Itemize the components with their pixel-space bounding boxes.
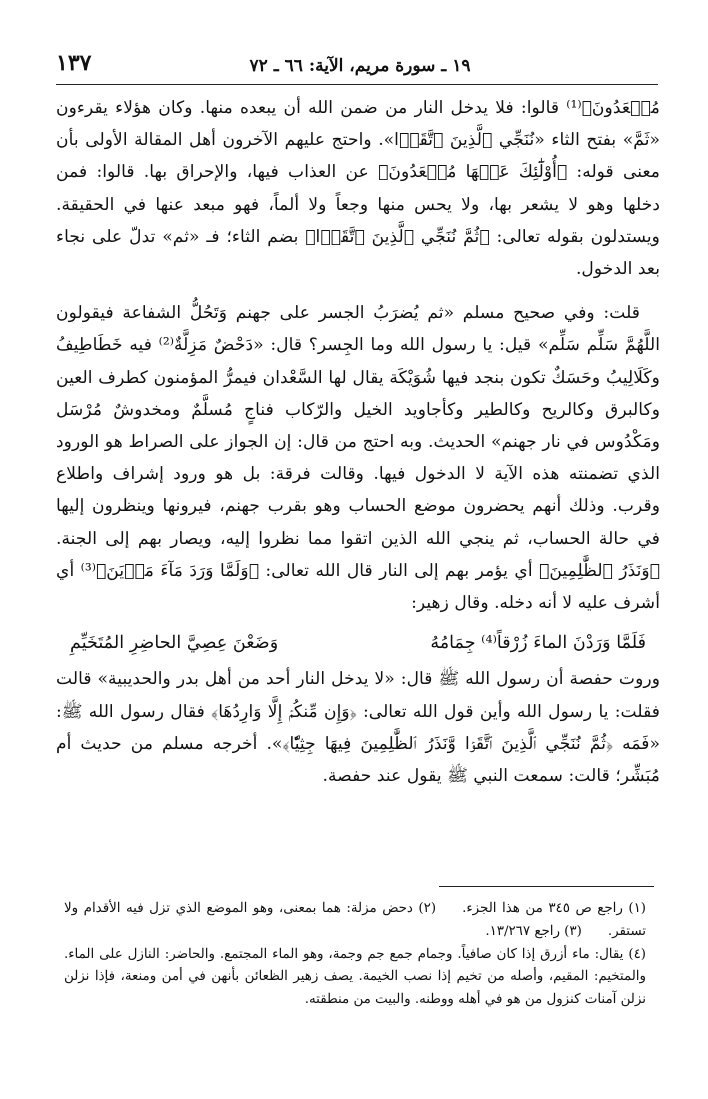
header-rule [56,84,658,85]
footnotes [64,898,646,1012]
paragraph-1: مُبۡعَدُونَ﴾⁽¹⁾ قالوا: فلا يدخل النار من ضمن الله أن يبعده منها. وكان هؤلاء يقرءون «ثَمَّ» بفتح الثاء «نُنَجِّي ٱلَّذِينَ ٱتَّقَوۡا». واحتج عليهم الآخرون أهل المقالة الأولى بأن معنى قوله: ﴿أُوْلَٰٓئِكَ عَنۡهَا مُبۡعَدُونَ﴾ عن العذاب فيها، والإحراق بها. قالوا: فمن دخلها وهو لا يشعر بها، ولا يحس منها وجعاً ولا ألماً، فهو مبعد عنها في الحقيقة. ويستدلون بقوله تعالى: ﴿ثُمَّ نُنَجِّي ٱلَّذِينَ ٱتَّقَوۡا﴾ بضم الثاء؛ فـ «ثم» تدلّ على نجاء بعد الدخول. [56,98,660,280]
paragraph-2: قلت: وفي صحيح مسلم «ثم يُضرَبُ الجسر على جهنم وَتَحُلُّ الشفاعة فيقولون اللَّهُمَّ سَلِّم سَلِّم» قيل: يا رسول الله وما الجِسر؟ قال: «دَحْضٌ مَزِلَّةٌ⁽²⁾ فيه خَطَاطِيفُ وكَلَالِيبُ وحَسَكٌ تكون بنجد فيها شُوَيْكَة يقال لها السَّعْدان فيمرُّ المؤمنون كطرف العين وكالبرق وكالريح وكالطير وكأجاويد الخيل والرّكاب فناجٍ مُسلَّمٌ ومخدوشٌ مُرْسَل ومَكْدُوس في نار جهنم» الحديث. وبه احتج من قال: إن الجواز على الصراط هو الورود الذي تضمنته هذه الآية لا الدخول فيها. وقالت فرقة: بل هو ورود إشراف واطلاع وقرب. وذلك أنهم يحضرون موضع الحساب وهو بقرب جهنم، فيرونها وينظرون إليها في حالة الحساب، ثم ينجي الله الذين اتقوا مما نظروا إليه، ويصار بهم إلى الجنة. ﴿وَنَذَرُ ٱلظَّٰلِمِينَ﴾ أي يؤمر بهم إلى النار قال الله تعالى: ﴿وَلَمَّا وَرَدَ مَآءَ مَدۡيَنَ﴾⁽³⁾ أي أشرف عليه لا أنه دخله. وقال زهير: [56,303,660,614]
main-text [56,92,660,792]
footnote-2: (٢) دحض مزلة: هما بمعنى، وهو الموضع الذي تزل فيه الأقدام ولا تستقر. [64,901,646,939]
paragraph-3: وروت حفصة أن رسول الله ﷺ قال: «لا يدخل النار أحد من أهل بدر والحديبية» قالت فقلت: يا رسول الله وأين قول الله تعالى: ﴿وَإِن مِّنكُمۡ إِلَّا وَارِدُهَا﴾ فقال رسول الله ﷺ: «فَمَه ﴿ثُمَّ نُنَجِّي ٱلَّذِينَ ٱتَّقَوۡا وَّنَذَرُ ٱلظَّٰلِمِينَ فِيهَا جِثِيّٗا﴾». أخرجه مسلم من حديث أم مُبَشِّر؛ قالت: سمعت النبي ﷺ يقول عند حفصة. [56,669,660,787]
page-number: ١٣٧ [56,50,92,76]
footnote-3: (٣) راجع ١٣/٢٦٧. [485,923,582,939]
footnote-rule [439,886,654,887]
poem-hemistich-left: وَضَعْنَ عِصِيَّ الحاضِرِ المُتَخَيِّمِ [70,633,279,654]
running-head: ١٩ ـ سورة مريم، الآية: ٦٦ ـ ٧٢ [249,56,471,76]
footnote-4: (٤) يقال: ماء أزرق إذا كان صافياً. وجمام جمع جم وجمة، وهو الماء المجتمع. والحاضر: النازل على الماء. والمتخيم: المقيم، وأصله من تخيم إذا نصب الخيمة. يصف زهير الظعائن بأنهن في أمن ومنعة، فإذا نزلن نزلن آمنات كنزول من هو في أهله ووطنه. والبيت من منطقته. [64,946,646,1008]
footnote-1: (١) راجع ص ٣٤٥ من هذا الجزء. [462,901,646,916]
footnote-row-1 [64,898,646,944]
poem-verse [56,627,660,659]
poem-hemistich-right: فَلَمَّا وَرَدْنَ الماءَ زُرْقاً⁽⁴⁾ جِمَامُهُ [430,633,646,654]
